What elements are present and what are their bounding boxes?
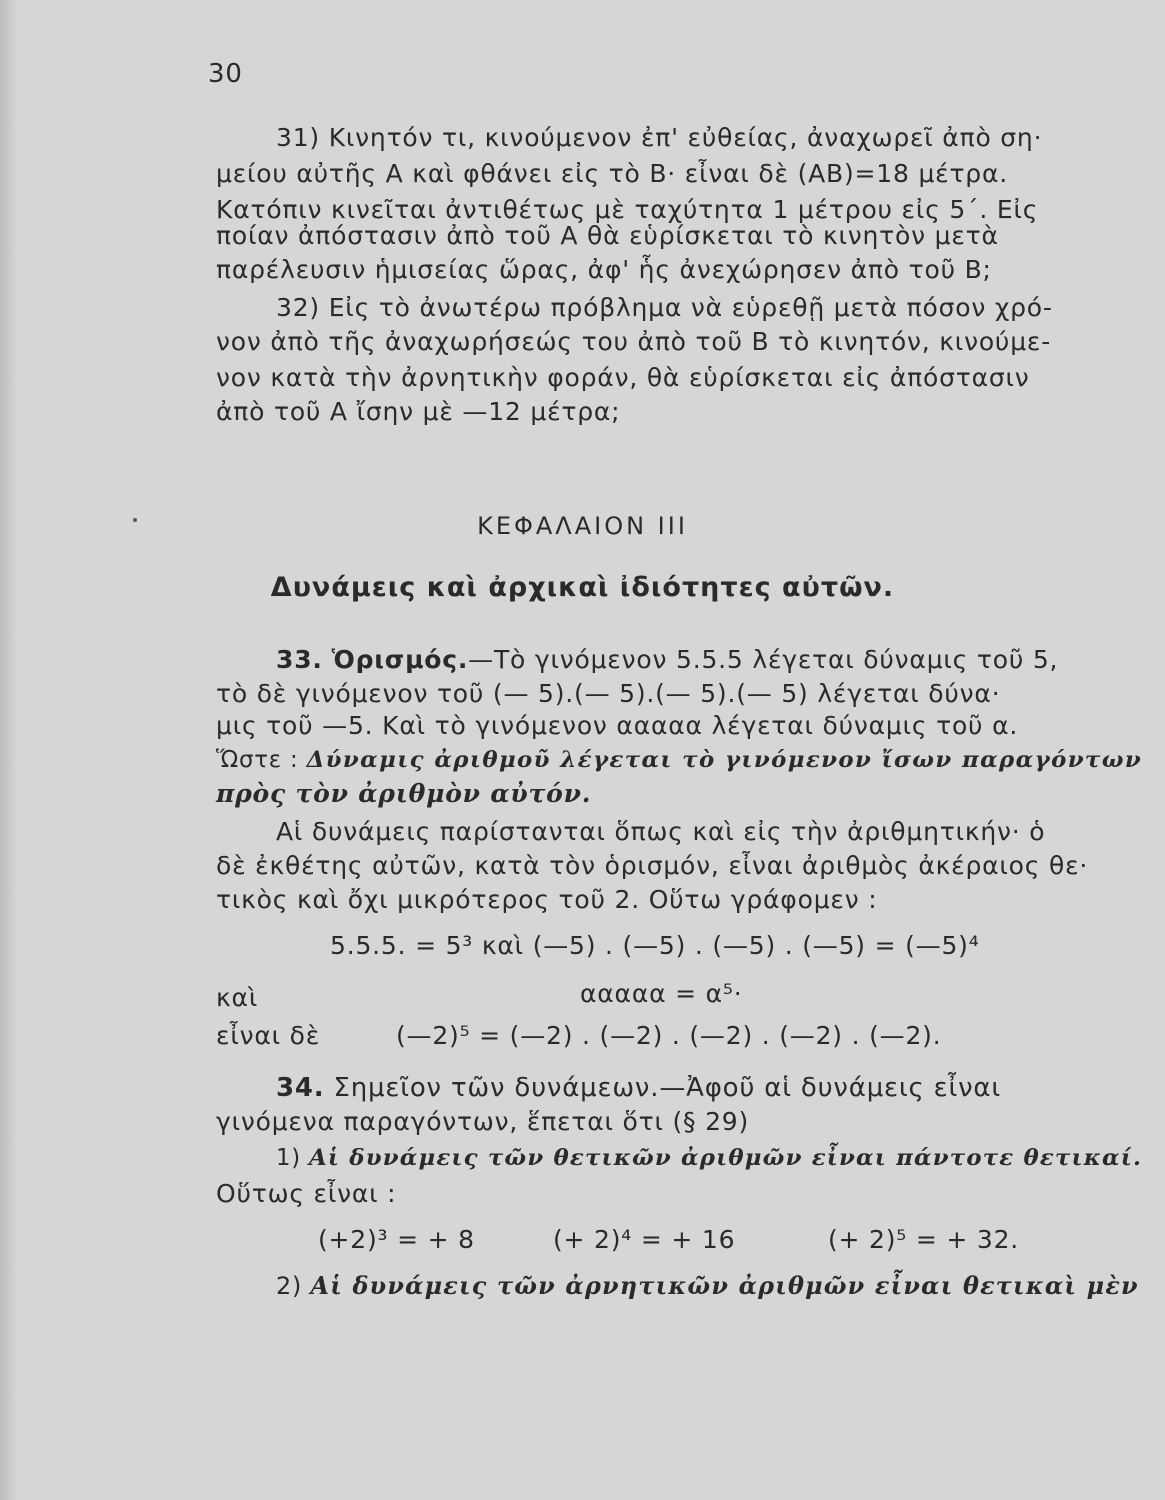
formula-3-label: εἶναι δὲ xyxy=(216,1021,321,1050)
formula-powers-of-five: 5.5.5. = 5³ καὶ (—5) . (—5) . (—5) . (—5) = (—5)⁴ xyxy=(330,931,980,960)
section-33-number: 33. xyxy=(276,645,323,674)
examples-intro: Οὕτως εἶναι : xyxy=(216,1179,397,1208)
definition-prefix: Ὥστε : xyxy=(216,747,299,773)
problem-31-line-2: μείου αὐτῆς Α καὶ φθάνει εἰς τὸ Β· εἶναι δὲ (ΑΒ)=18 μέτρα. xyxy=(216,159,1009,188)
problem-32-line-2: νον ἀπὸ τῆς ἀναχωρήσεώς του ἀπὸ τοῦ Β τὸ κινητόν, κινούμε- xyxy=(216,327,1052,356)
section-33-line-1 xyxy=(276,644,1058,676)
section-33-para-line-3: τικὸς καὶ ὄχι μικρότερος τοῦ 2. Οὕτω γράφομεν : xyxy=(216,885,878,914)
problem-31-line-5: παρέλευσιν ἡμισείας ὥρας, ἀφ' ἧς ἀνεχώρησεν ἀπὸ τοῦ Β; xyxy=(216,255,992,284)
rule-1-prefix: 1) xyxy=(276,1145,301,1171)
rule-2-prefix: 2) xyxy=(276,1272,303,1300)
rule-1-text: Αἱ δυνάμεις τῶν θετικῶν ἀριθμῶν εἶναι πάντοτε θετικαί. xyxy=(309,1145,1143,1171)
problem-32-line-3: νον κατὰ τὴν ἀρνητικὴν φοράν, θὰ εὑρίσκεται εἰς ἀπόστασιν xyxy=(216,363,1030,392)
section-33-para-line-1: Αἱ δυνάμεις παρίστανται ὅπως καὶ εἰς τὴν ἀριθμητικήν· ὁ xyxy=(276,817,1046,846)
problem-31-line-3: Κατόπιν κινεῖται ἀντιθέτως μὲ ταχύτητα 1 μέτρου εἰς 5΄. Εἰς xyxy=(216,195,1039,224)
problem-31-line-4: ποίαν ἀπόστασιν ἀπὸ τοῦ Α θὰ εὑρίσκεται τὸ κινητὸν μετὰ xyxy=(216,221,999,250)
section-33-line-2: τὸ δὲ γινόμενον τοῦ (— 5).(— 5).(— 5).(— 5) λέγεται δύνα· xyxy=(216,679,1001,708)
problem-32-line-1: 32) Εἰς τὸ ἀνωτέρω πρόβλημα νὰ εὑρεθῇ μετὰ πόσον χρό- xyxy=(276,293,1053,322)
example-plus-two-cubed: (+2)³ = + 8 xyxy=(318,1225,475,1254)
section-33-line-1-rest: —Τὸ γινόμενον 5.5.5 λέγεται δύναμις τοῦ 5, xyxy=(468,645,1059,674)
chapter-heading: ΚΕΦΑΛΑΙΟΝ ΙΙΙ xyxy=(477,512,688,540)
problem-31-line-1: 31) Κινητόν τι, κινούμενον ἐπ' εὐθείας, ἀναχωρεῖ ἀπὸ ση· xyxy=(276,123,1043,152)
formula-minus-two-power: (—2)⁵ = (—2) . (—2) . (—2) . (—2) . (—2). xyxy=(396,1021,942,1050)
problem-32-line-4: ἀπὸ τοῦ Α ἴσην μὲ —12 μέτρα; xyxy=(216,397,621,426)
definition-text-2: πρὸς τὸν ἀριθμὸν αὐτόν. xyxy=(216,779,592,808)
section-33-line-4 xyxy=(216,744,1142,776)
section-34-title: Σημεῖον τῶν δυνάμεων. xyxy=(333,1073,660,1103)
page-number: 30 xyxy=(208,59,243,89)
section-34-line-1-rest: —Ἀφοῦ αἱ δυνάμεις εἶναι xyxy=(659,1073,1001,1103)
formula-alpha-power: ααααα = α⁵· xyxy=(580,979,743,1008)
section-33-para-line-2: δὲ ἐκθέτης αὐτῶν, κατὰ τὸν ὁρισμόν, εἶναι ἀριθμὸς ἀκέραιος θε· xyxy=(216,851,1089,880)
section-34-line-2: γινόμενα παραγόντων, ἕπεται ὅτι (§ 29) xyxy=(216,1107,750,1136)
section-33-title: Ὁρισμός. xyxy=(331,645,469,674)
rule-2-text: Αἱ δυνάμεις τῶν ἀρνητικῶν ἀριθμῶν εἶναι θετικαὶ μὲν xyxy=(310,1272,1139,1300)
definition-text-1: Δύναμις ἀριθμοῦ λέγεται τὸ γινόμενον ἴσων παραγόντων xyxy=(306,747,1143,773)
rule-1-line xyxy=(276,1142,1142,1174)
section-33-line-3: μις τοῦ —5. Καὶ τὸ γινόμενον ααααα λέγεται δύναμις τοῦ α. xyxy=(216,711,1019,740)
formula-2-label: καὶ xyxy=(216,983,259,1012)
rule-2-line xyxy=(276,1270,1139,1302)
chapter-subtitle: Δυνάμεις καὶ ἀρχικαὶ ἰδιότητες αὐτῶν. xyxy=(270,572,895,603)
example-plus-two-fifth: (+ 2)⁵ = + 32. xyxy=(828,1225,1020,1254)
section-34-number: 34. xyxy=(276,1073,325,1103)
example-plus-two-fourth: (+ 2)⁴ = + 16 xyxy=(553,1225,736,1254)
section-34-line-1 xyxy=(276,1072,1001,1104)
